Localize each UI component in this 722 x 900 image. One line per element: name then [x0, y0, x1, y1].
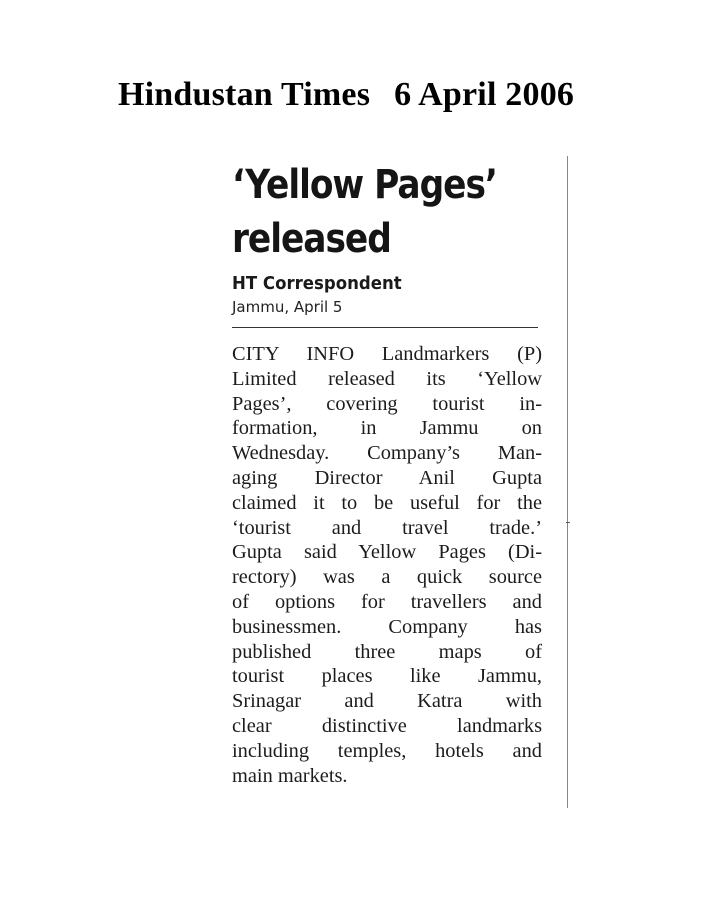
column-rule [567, 156, 568, 808]
body-line: clear distinctive landmarks [232, 714, 542, 737]
body-line: aging Director Anil Gupta [232, 466, 542, 489]
body-line: CITY INFO Landmarkers (P) [232, 343, 542, 365]
publication-date: 6 April 2006 [394, 76, 575, 113]
dateline: Jammu, April 5 [232, 298, 343, 316]
masthead [118, 76, 574, 114]
body-line: formation, in Jammu on [232, 417, 542, 440]
body-line: including temples, hotels and [232, 739, 542, 762]
headline [232, 158, 509, 266]
body-line: of options for travellers and [232, 590, 542, 613]
body-line: Gupta said Yellow Pages (Di- [232, 541, 542, 564]
publication-name: Hindustan Times [118, 76, 371, 113]
body-line: claimed it to be useful for the [232, 491, 542, 514]
body-line: rectory) was a quick source [232, 566, 542, 589]
body-line: Srinagar and Katra with [232, 690, 542, 713]
body-line: businessmen. Company has [232, 615, 542, 638]
article-clipping [232, 158, 554, 788]
body-line: ‘tourist and travel trade.’ [232, 516, 542, 539]
body-line: tourist places like Jammu, [232, 665, 542, 688]
body-line: published three maps of [232, 640, 542, 663]
article-body [232, 342, 542, 788]
body-line: main markets. [232, 764, 348, 787]
byline: HT Correspondent [232, 273, 402, 294]
headline-line: ‘Yellow Pages’ [232, 162, 497, 208]
headline-line: released [232, 216, 391, 262]
body-line: Pages’, covering tourist in- [232, 392, 542, 415]
divider-rule [232, 327, 538, 328]
body-line: Wednesday. Company’s Man- [232, 442, 542, 465]
column-rule-tick [566, 522, 570, 523]
body-line: Limited released its ‘Yellow [232, 367, 542, 390]
